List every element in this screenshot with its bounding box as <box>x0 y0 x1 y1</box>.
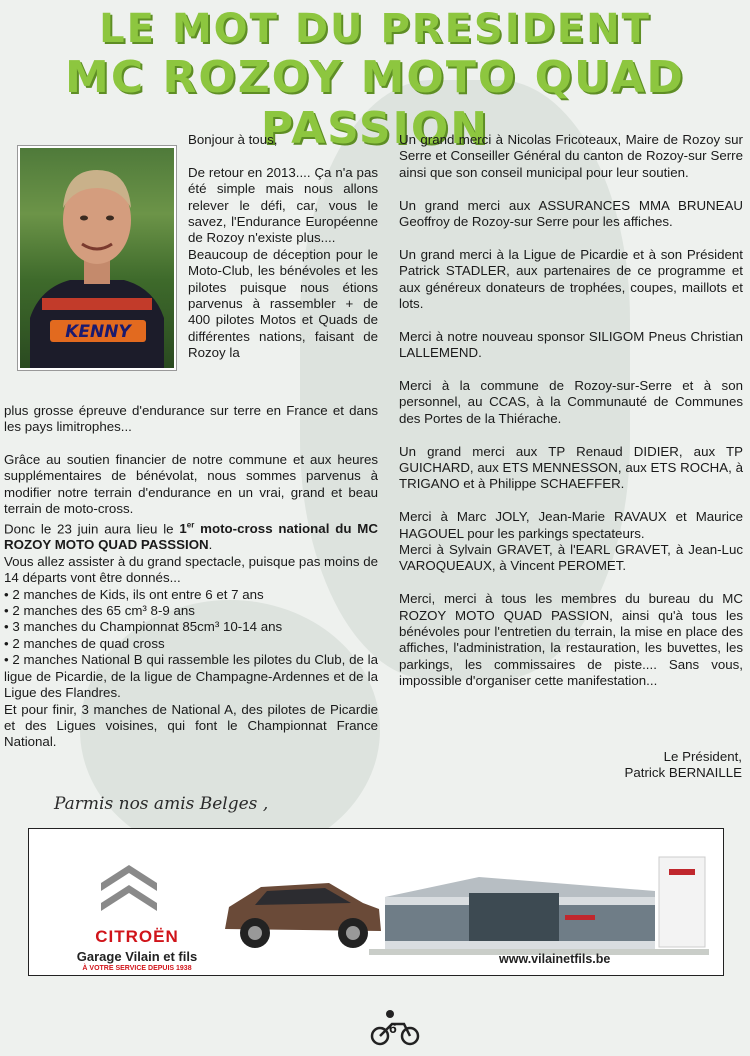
spectacle-paragraph: Vous allez assister à du grand spectacle, puisque pas moins de 14 départs vont être donnés... <box>4 553 379 586</box>
greeting-text: Bonjour à tous, <box>188 132 278 147</box>
car-image <box>225 883 381 948</box>
left-main-column <box>4 452 378 767</box>
list-item: • 2 manches des 65 cm³ 8-9 ans <box>4 603 195 619</box>
left-intro-column <box>188 132 378 362</box>
page-number-badge <box>370 1008 420 1048</box>
event-highlight: 1er moto-cross national du MC ROZOY MOTO QUAD PASSSION <box>4 520 378 553</box>
thanks-paragraph: Un grand merci aux TP Renaud DIDIER, aux TP GUICHARD, aux ETS MENNESSON, aux ETS ROCHA, à TRIGANO et à Philippe SCHAEFFER. <box>399 443 743 492</box>
list-item: • 3 manches du Championnat 85cm³ 10-14 ans <box>4 619 283 635</box>
thanks-paragraph: Un grand merci à Nicolas Fricoteaux, Maire de Rozoy sur Serre et Conseiller Général du canton de Rozoy-sur Serre ainsi que son conseil municipal pour leur soutien. <box>399 132 743 180</box>
deception-paragraph: Beaucoup de déception pour le Moto-Club, les bénévoles et les pilotes puisque nous étions parvenus à rassembler + de 400 pilotes Motos et Quads de différentes nations, faisant de Rozoy la <box>188 246 378 361</box>
garage-tagline: À VOTRE SERVICE DEPUIS 1938 <box>82 965 192 972</box>
list-item: • 2 manches de quad cross <box>4 635 165 651</box>
dealership-building-image <box>369 857 709 955</box>
citroen-logo-icon <box>101 865 157 911</box>
national-paragraph: Donc le 23 juin aura lieu le 1er moto-cross national du MC ROZOY MOTO QUAD PASSSION. <box>4 520 378 553</box>
belgian-friends-caption: Parmis nos amis Belges , <box>54 794 269 814</box>
gravet-thanks: Merci à Sylvain GRAVET, à l'EARL GRAVET, à Jean-Luc VAROQUEAUX, à Vincent PEROMET. <box>399 542 743 574</box>
signature <box>625 749 743 782</box>
thanks-paragraph: Un grand merci aux ASSURANCES MMA BRUNEAU Geoffroy de Rozoy-sur Serre pour les affiches. <box>399 197 743 230</box>
page-subtitle: MC ROZOY MOTO QUAD PASSION <box>65 52 685 154</box>
left-wide-continuation <box>4 403 378 452</box>
list-item: • 2 manches de Kids, ils ont entre 6 et 7 ans <box>4 586 264 602</box>
signature-role: Le Président, <box>663 749 742 764</box>
deception-paragraph-end: plus grosse épreuve d'endurance sur terre en France et dans les pays limitrophes... <box>4 403 378 435</box>
citroen-brand: CITROËN <box>95 927 179 946</box>
garage-name: Garage Vilain et fils <box>76 949 198 964</box>
thanks-paragraph: Merci à la commune de Rozoy-sur-Serre et à son personnel, au CCAS, à la Communauté de Communes des Portes de la Thiérache. <box>399 378 743 426</box>
thanks-paragraph: Un grand merci à la Ligue de Picardie et à son Président Patrick STADLER, aux partenaires de ce programme et aux généreux donateurs de trophées, coupes, maillots et lots. <box>399 246 743 312</box>
return-paragraph: De retour en 2013.... Ça n'a pas été simple mais nous allons relever le défi, car, vous le savez, l'Endurance Européenne de Rozoy n'existe plus.... <box>188 164 378 246</box>
citroen-advertisement <box>28 828 724 976</box>
parking-thanks: Merci à Marc JOLY, Jean-Marie RAVAUX et Maurice HAGOUEL pour les parkings spectateurs. <box>399 509 743 541</box>
list-item: • 2 manches National B qui rassemble les pilotes du Club, de la ligue de Picardie, de la ligue de Champagne-Ardennes et de la Ligue des Flandres. <box>4 652 378 701</box>
support-paragraph: Grâce au soutien financier de notre commune et aux heures supplémentaires de bénévolat, nous sommes parvenus à modifier notre terrain d'endurance en un vrai, grand et beau terrain de moto-cross. <box>4 452 378 517</box>
president-photo <box>18 146 176 370</box>
national-a-paragraph: Et pour finir, 3 manches de National A, des pilotes de Picardie et des Ligues voisines, qui font le Championnat France National. <box>4 701 378 750</box>
right-column <box>399 132 743 706</box>
final-thanks: Merci, merci à tous les membres du bureau du MC ROZOY MOTO QUAD PASSION, ainsi qu'à tous les bénévoles pour l'entretien du terrain, la mise en place des affiches, l'administration, la restauration, les buvettes, les parkings, les commissaires de piste.... Sans vous, impossible d'organiser cette manifestation... <box>399 591 743 689</box>
website-link[interactable]: www.vilainetfils.be <box>499 952 611 966</box>
race-list <box>4 587 378 702</box>
jersey-logo-text: KENNY <box>65 322 131 342</box>
signature-name: Patrick BERNAILLE <box>624 765 742 781</box>
page-number: 6 <box>389 1020 397 1036</box>
thanks-paragraph: Merci à notre nouveau sponsor SILIGOM Pneus Christian LALLEMEND. <box>399 328 743 361</box>
president-portrait-image <box>20 148 174 368</box>
page-title: LE MOT DU PRESIDENT <box>99 6 651 52</box>
